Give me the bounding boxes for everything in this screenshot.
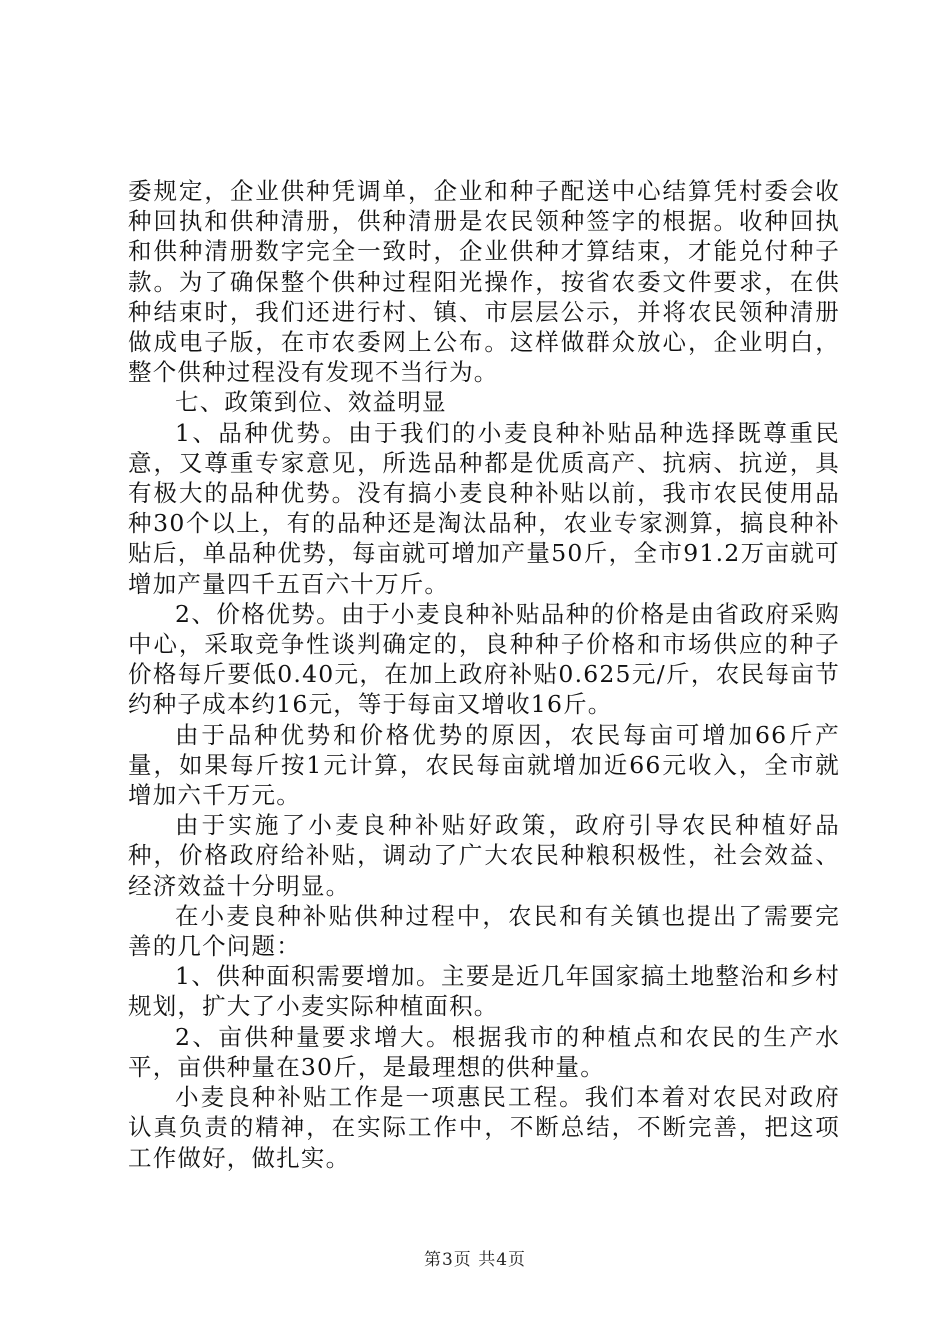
document-body (128, 176, 840, 1173)
paragraph-conclusion: 小麦良种补贴工作是一项惠民工程。我们本着对农民对政府认真负责的精神，在实际工作中，不断总结，不断完善，把这项工作做好，做扎实。 (128, 1083, 840, 1172)
paragraph-policy-effect: 由于实施了小麦良种补贴好政策，政府引导农民种植好品种，价格政府给补贴，调动了广大农民种粮积极性，社会效益、经济效益十分明显。 (128, 811, 840, 900)
paragraph-issue-seed-amount: 2、亩供种量要求增大。根据我市的种植点和农民的生产水平，亩供种量在30斤，是最理想的供种量。 (128, 1022, 840, 1081)
page-number-footer: 第3页 共4页 (423, 1250, 527, 1270)
paragraph-issue-area: 1、供种面积需要增加。主要是近几年国家搞土地整治和乡村规划，扩大了小麦实际种植面积。 (128, 962, 840, 1021)
section-heading: 七、政策到位、效益明显 (175, 388, 447, 417)
paragraph-variety-advantage: 1、品种优势。由于我们的小麦良种补贴品种选择既尊重民意，又尊重专家意见，所选品种都是优质高产、抗病、抗逆，具有极大的品种优势。没有搞小麦良种补贴以前，我市农民使用品种30个以上，有的品种还是淘汰品种，农业专家测算，搞良种补贴后，单品种优势，每亩就可增加产量50斤，全市91.2万亩就可增加产量四千五百六十万斤。 (128, 418, 840, 598)
paragraph-issues-intro: 在小麦良种补贴供种过程中，农民和有关镇也提出了需要完善的几个问题： (128, 901, 840, 961)
paragraph-continued: 委规定，企业供种凭调单，企业和种子配送中心结算凭村委会收种回执和供种清册，供种清册是农民领种签字的根据。收种回执和供种清册数字完全一致时，企业供种才算结束，才能兑付种子款。为了确保整个供种过程阳光操作，按省农委文件要求，在供种结束时，我们还进行村、镇、市层层公示，并将农民领种清册做成电子版，在市农委网上公布。这样做群众放心，企业明白，整个供种过程没有发现不当行为。 (128, 177, 840, 387)
paragraph-income-increase: 由于品种优势和价格优势的原因，农民每亩可增加66斤产量，如果每斤按1元计算，农民每亩就增加近66元收入，全市就增加六千万元。 (128, 720, 840, 810)
paragraph-price-advantage: 2、价格优势。由于小麦良种补贴品种的价格是由省政府采购中心，采取竞争性谈判确定的，良种种子价格和市场供应的种子价格每斤要低0.40元，在加上政府补贴0.625元/斤，农民每亩节约种子成本约16元，等于每亩又增收16斤。 (128, 599, 840, 719)
